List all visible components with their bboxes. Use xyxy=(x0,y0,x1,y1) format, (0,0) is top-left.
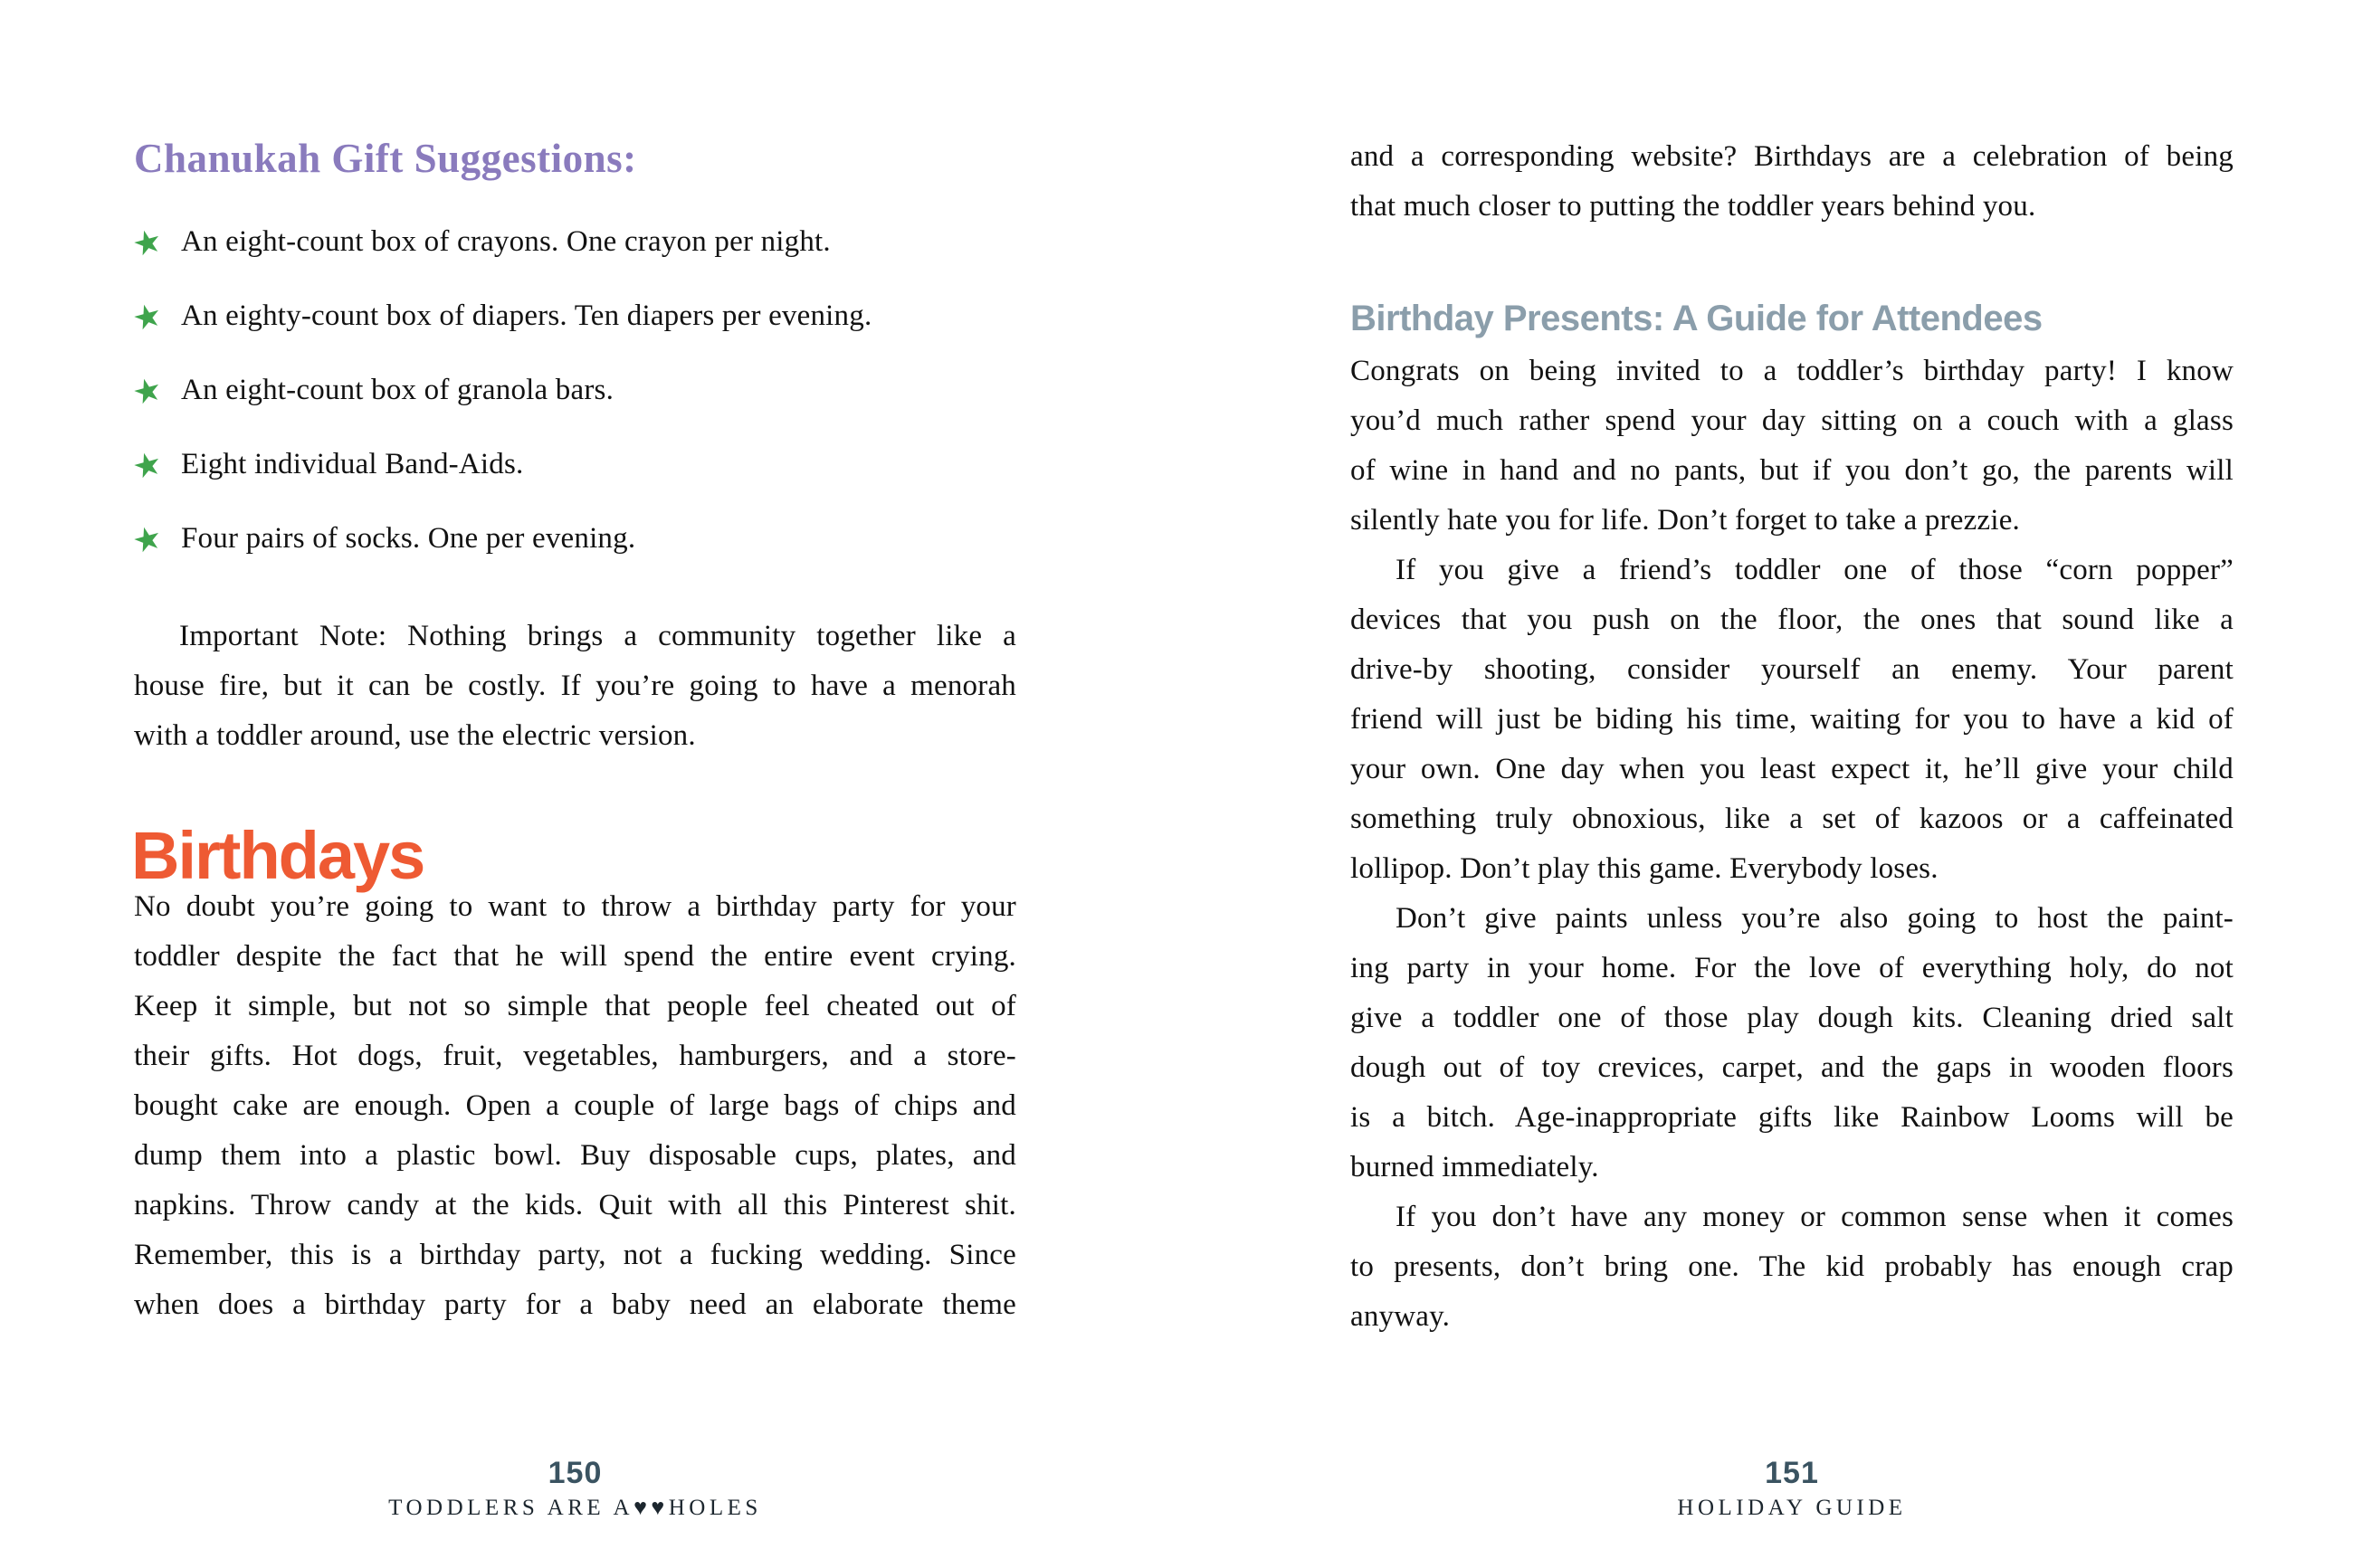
running-title: HOLIDAY GUIDE xyxy=(1677,1496,1907,1520)
text-line: Don’t give paints unless you’re also going to host the paint- xyxy=(1396,902,2234,935)
continuation-paragraph xyxy=(1350,132,2234,232)
list-item-text: An eight-count box of granola bars. xyxy=(181,374,614,406)
text-line: something truly obnoxious, like a set of kazoos or a caffeinated xyxy=(1350,803,2234,835)
text-line: anyway. xyxy=(1350,1300,1451,1333)
text-line: and a corresponding website? Birthdays are a celebration of being xyxy=(1350,140,2234,173)
text-line: dump them into a plastic bowl. Buy disposable cups, plates, and xyxy=(134,1139,1016,1172)
star-icon: ★ xyxy=(128,518,167,561)
text-line: Important Note: Nothing brings a community together like a xyxy=(179,620,1016,652)
text-line: is a bitch. Age-inappropriate gifts like Rainbow Looms will be xyxy=(1350,1101,2234,1134)
text-line: napkins. Throw candy at the kids. Quit with all this Pinterest shit. xyxy=(134,1189,1016,1221)
list-item-text: An eighty-count box of diapers. Ten diapers per evening. xyxy=(181,299,872,332)
text-line: ing party in your home. For the love of everything holy, do not xyxy=(1350,952,2234,984)
birthdays-intro-paragraph xyxy=(134,882,1016,1330)
list-item-text: Eight individual Band-Aids. xyxy=(181,448,524,480)
page-number: 151 xyxy=(1765,1456,1819,1490)
paragraph xyxy=(1350,1193,2234,1342)
running-title: TODDLERS ARE A♥♥HOLES xyxy=(388,1496,762,1520)
list-item xyxy=(128,366,1016,440)
text-line: burned immediately. xyxy=(1350,1151,1599,1183)
list-item-text: An eight-count box of crayons. One crayon per night. xyxy=(181,225,831,258)
list-item xyxy=(128,291,1016,366)
paragraph xyxy=(1350,894,2234,1193)
text-line: toddler despite the fact that he will spend the entire event crying. xyxy=(134,940,1016,973)
list-item-text: Four pairs of socks. One per evening. xyxy=(181,522,636,555)
star-icon: ★ xyxy=(128,443,167,487)
star-icon: ★ xyxy=(128,369,167,413)
text-line: silently hate you for life. Don’t forget to take a prezzie. xyxy=(1350,504,2020,537)
text-line: dough out of toy crevices, carpet, and the gaps in wooden floors xyxy=(1350,1051,2234,1084)
text-line: house fire, but it can be costly. If you’re going to have a menorah xyxy=(134,670,1016,702)
body-paragraphs xyxy=(1350,347,2234,1342)
gift-suggestions-list xyxy=(128,217,1016,588)
chanukah-section-heading: Chanukah Gift Suggestions: xyxy=(134,136,637,181)
text-line: bought cake are enough. Open a couple of large bags of chips and xyxy=(134,1089,1016,1122)
text-line: when does a birthday party for a baby need an elaborate theme xyxy=(134,1288,1016,1321)
list-item xyxy=(128,514,1016,588)
text-line: lollipop. Don’t play this game. Everybody loses. xyxy=(1350,852,1939,885)
text-line: that much closer to putting the toddler years behind you. xyxy=(1350,190,2036,223)
paragraph xyxy=(1350,546,2234,894)
text-line: If you give a friend’s toddler one of those “corn popper” xyxy=(1396,554,2234,586)
text-line: with a toddler around, use the electric version. xyxy=(134,719,696,752)
text-line: Congrats on being invited to a toddler’s birthday party! I know xyxy=(1350,355,2234,387)
note-paragraph xyxy=(134,612,1016,761)
text-line: you’d much rather spend your day sitting on a couch with a glass xyxy=(1350,404,2234,437)
text-line: their gifts. Hot dogs, fruit, vegetables, hamburgers, and a store- xyxy=(134,1040,1016,1072)
star-icon: ★ xyxy=(128,295,167,338)
text-line: friend will just be biding his time, waiting for you to have a kid of xyxy=(1350,703,2234,736)
text-line: your own. One day when you least expect it, he’ll give your child xyxy=(1350,753,2234,785)
text-line: devices that you push on the floor, the ones that sound like a xyxy=(1350,603,2234,636)
text-line: to presents, don’t bring one. The kid probably has enough crap xyxy=(1350,1250,2234,1283)
text-line: Keep it simple, but not so simple that people feel cheated out of xyxy=(134,990,1016,1022)
text-line: drive-by shooting, consider yourself an enemy. Your parent xyxy=(1350,653,2234,686)
text-line: No doubt you’re going to want to throw a birthday party for your xyxy=(134,890,1016,923)
text-line: give a toddler one of those play dough kits. Cleaning dried salt xyxy=(1350,1002,2234,1034)
text-line: If you don’t have any money or common sense when it comes xyxy=(1396,1201,2234,1233)
list-item xyxy=(128,217,1016,291)
list-item xyxy=(128,440,1016,514)
star-icon: ★ xyxy=(128,221,167,264)
text-line: Remember, this is a birthday party, not a fucking wedding. Since xyxy=(134,1239,1016,1271)
text-line: of wine in hand and no pants, but if you don’t go, the parents will xyxy=(1350,454,2234,487)
birthdays-chapter-heading: Birthdays xyxy=(131,818,424,893)
birthday-presents-section-heading: Birthday Presents: A Guide for Attendees xyxy=(1350,299,2043,338)
page-number: 150 xyxy=(548,1456,603,1490)
paragraph xyxy=(1350,347,2234,546)
